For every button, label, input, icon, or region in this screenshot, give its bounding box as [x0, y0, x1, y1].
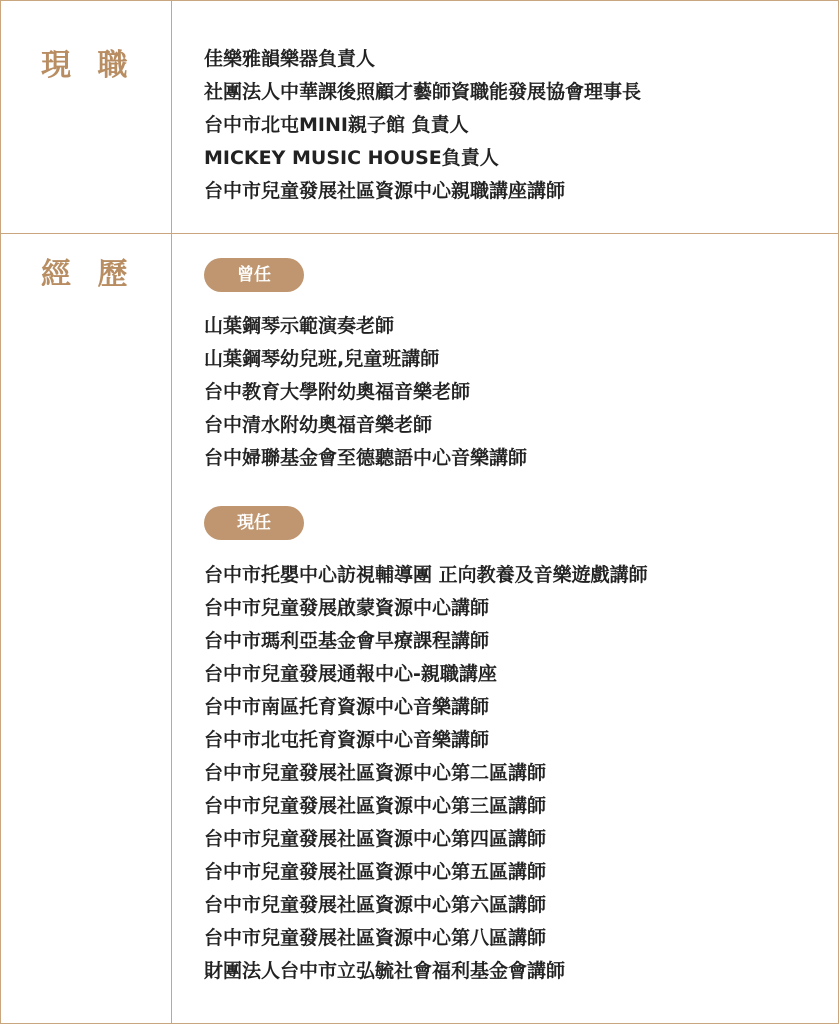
present-badge: 現任 [204, 506, 304, 540]
past-experience-list [204, 310, 527, 475]
list-item: 社團法人中華課後照顧才藝師資職能發展協會理事長 [204, 81, 642, 103]
experience-heading: 經 歷 [41, 257, 136, 292]
list-item: 山葉鋼琴示範演奏老師 [204, 315, 395, 337]
list-item: 台中婦聯基金會至德聽語中心音樂講師 [204, 447, 528, 469]
current-position-row [1, 1, 838, 234]
list-item: 台中市兒童發展啟蒙資源中心講師 [204, 597, 490, 619]
experience-row [1, 234, 838, 1023]
list-item: 台中市托嬰中心訪視輔導團 正向教養及音樂遊戲講師 [204, 564, 648, 586]
list-item: 台中市兒童發展社區資源中心親職講座講師 [204, 180, 566, 202]
list-item: 台中市兒童發展通報中心-親職講座 [204, 663, 497, 685]
list-item: 佳樂雅韻樂器負責人 [204, 48, 376, 70]
list-item: 台中教育大學附幼奧福音樂老師 [204, 381, 471, 403]
list-item: 山葉鋼琴幼兒班,兒童班講師 [204, 348, 440, 370]
list-item: 台中市兒童發展社區資源中心第四區講師 [204, 828, 547, 850]
list-item: MICKEY MUSIC HOUSE負責人 [204, 147, 499, 169]
list-item: 台中市瑪利亞基金會早療課程講師 [204, 630, 490, 652]
list-item: 台中市北屯MINI親子館 負責人 [204, 114, 469, 136]
current-position-list [204, 43, 641, 208]
list-item: 台中清水附幼奧福音樂老師 [204, 414, 433, 436]
list-item: 台中市兒童發展社區資源中心第五區講師 [204, 861, 547, 883]
current-position-heading: 現 職 [41, 48, 136, 83]
past-badge: 曾任 [204, 258, 304, 292]
list-item: 台中市北屯托育資源中心音樂講師 [204, 729, 490, 751]
list-item: 財團法人台中市立弘毓社會福利基金會講師 [204, 960, 566, 982]
list-item: 台中市南區托育資源中心音樂講師 [204, 696, 490, 718]
list-item: 台中市兒童發展社區資源中心第六區講師 [204, 894, 547, 916]
list-item: 台中市兒童發展社區資源中心第八區講師 [204, 927, 547, 949]
present-experience-list [204, 559, 648, 988]
list-item: 台中市兒童發展社區資源中心第二區講師 [204, 762, 547, 784]
list-item: 台中市兒童發展社區資源中心第三區講師 [204, 795, 547, 817]
